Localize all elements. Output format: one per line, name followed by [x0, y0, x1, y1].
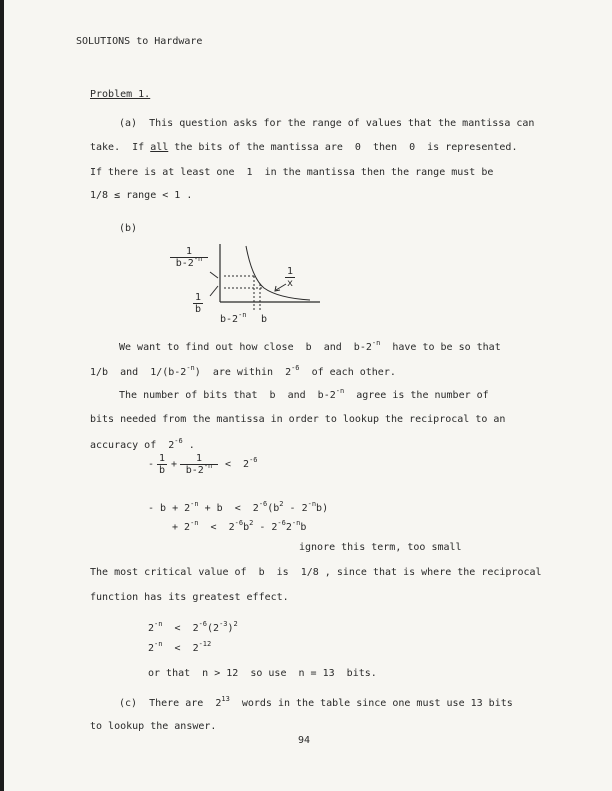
- arrow-upper: [210, 272, 218, 278]
- graph-label-inv-b-minus: $\frac{1}{b-2^{-n}}$: [170, 246, 208, 269]
- part-b-label: (b): [119, 223, 138, 234]
- eq5: $2^{-n} < 2^{-12}$: [148, 640, 212, 654]
- eq2: - $b + 2^{-n} + b < 2^{-6}(b^2 - 2^{-n}b)$: [148, 500, 329, 514]
- eq1-frac-2: $\frac{1}{b-2^{-n}}$: [180, 453, 218, 476]
- eq4: $2^{-n} < 2^{-6}(2^{-3})^2$: [148, 620, 238, 634]
- page-number: 94: [298, 735, 311, 746]
- eq1-rhs: < $2^{-6}$: [225, 456, 258, 470]
- eq1-minus: -: [148, 459, 155, 470]
- part-a-line-1: (a) This question asks for the range of values that the mantissa can: [119, 118, 535, 129]
- part-b-para-1: We want to find out how close b and $b-2^{-n}$ have to be so that: [119, 339, 501, 353]
- part-b-para-2: 1/b and $1/(b-2^{-n})$ are within $2^{-6}$ of each other.: [90, 364, 396, 378]
- eq3: + $2^{-n} < 2^{-6}b^2 - 2^{-6}2^{-n}b$: [172, 519, 307, 533]
- graph-x-tick-b-minus: $b-2^{-n}$: [220, 311, 247, 325]
- graph-label-inv-b: $\frac{1}{b}$: [194, 292, 202, 315]
- graph-x-tick-b: b: [261, 314, 268, 325]
- part-c-line-2: to lookup the answer.: [90, 721, 217, 732]
- curve-1-over-x: [246, 246, 310, 300]
- problem-title: Problem 1.: [90, 89, 151, 100]
- critical-line-2: function has its greatest effect.: [90, 592, 289, 603]
- reciprocal-graph: [160, 238, 330, 318]
- emphasis-all: all: [150, 142, 169, 153]
- eq1-frac-1: $\frac{1}{b}$: [158, 453, 166, 476]
- page-binding-edge: [0, 0, 4, 791]
- arrow-lower: [210, 286, 218, 296]
- part-a-line-3: If there is at least one 1 in the mantissa then the range must be: [90, 167, 494, 178]
- conclusion-line: or that n > 12 so use n = 13 bits.: [148, 668, 377, 679]
- running-header: SOLUTIONS to Hardware: [76, 36, 203, 47]
- part-b-para-5: accuracy of $2^{-6}$ .: [90, 437, 195, 451]
- ignore-note: ignore this term, too small: [299, 542, 462, 553]
- part-b-para-3: The number of bits that b and $b-2^{-n}$ agree is the number of: [119, 387, 489, 401]
- graph-label-curve: $\frac{1}{x}$: [286, 266, 294, 289]
- eq1-plus: +: [171, 459, 178, 470]
- part-c-line-1: (c) There are $2^{13}$ words in the table since one must use 13 bits: [119, 695, 513, 709]
- critical-line-1: The most critical value of b is 1/8 , since that is where the reciprocal: [90, 567, 542, 578]
- arrow-curve: [276, 284, 286, 290]
- part-b-para-4: bits needed from the mantissa in order to lookup the reciprocal to an: [90, 414, 506, 425]
- part-a-line-2: take. If all the bits of the mantissa are 0 then 0 is represented.: [90, 142, 518, 153]
- part-a-line-4: 1/8 ≤ range < 1 .: [90, 190, 193, 201]
